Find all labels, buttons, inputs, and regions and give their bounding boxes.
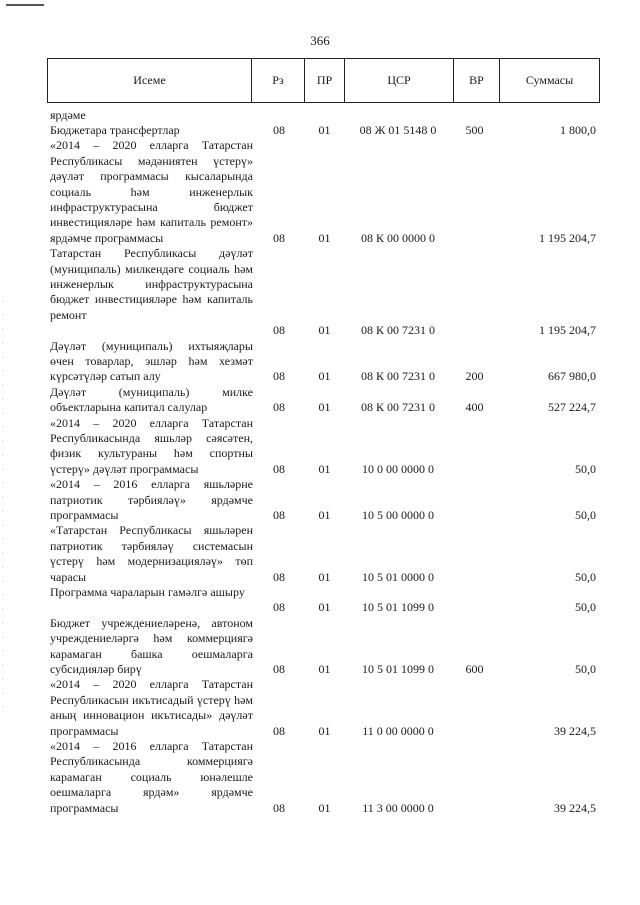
row-pr: 01: [318, 230, 331, 245]
row-csr: 10 5 00 0000 0: [362, 507, 434, 522]
row-name: «2014 – 2020 елларга Татарстан Республикасында яшьләр сәясәтен, физик культураны һәм спортны үстерү» дәүләт программасы: [50, 415, 253, 476]
row-rz: 08: [273, 507, 285, 522]
header-sum: Суммасы: [500, 59, 600, 103]
row-rz: 08: [273, 723, 285, 738]
row-name: Бюджетара трансфертлар: [50, 123, 180, 137]
table-row: [47, 246, 600, 338]
row-pr: 01: [318, 507, 331, 522]
row-rz: 08: [273, 600, 285, 615]
row-pr: 01: [318, 569, 331, 584]
row-rz: 08: [273, 461, 285, 476]
row-pr: 01: [318, 661, 331, 676]
row-sum: 50,0: [575, 507, 596, 522]
continuation-text: ярдәме: [50, 108, 86, 122]
row-name: «2014 – 2016 елларга Татарстан Республикасында коммерциягә карамаган социаль юнәлешле оешмаларга ярдәм» ярдәмче программасы: [50, 738, 253, 815]
row-sum: 1 800,0: [560, 122, 596, 137]
row-csr: 10 0 00 0000 0: [362, 461, 434, 476]
row-csr: 08 К 00 7231 0: [360, 369, 435, 384]
row-name: Татарстан Республикасы дәүләт (муниципаль) милкендәге социаль һәм инженерлык инфраструктурасына бюджет инвестицияләре һәм капиталь ремонт: [50, 246, 253, 322]
row-sum: 50,0: [575, 461, 596, 476]
header-vr: ВР: [454, 59, 500, 103]
row-csr: 11 0 00 0000 0: [362, 723, 434, 738]
row-csr: 11 3 00 0000 0: [362, 800, 434, 815]
row-name: Дәүләт (муниципаль) милке объектларына капитал салулар: [50, 384, 253, 415]
table-row: [47, 138, 600, 246]
row-sum: 50,0: [575, 600, 596, 615]
row-name: «2014 – 2020 елларга Татарстан Республикасын икътисадый үстерү һәм аның инновацион икътисады» дәүләт программасы: [50, 677, 253, 738]
table-row: [47, 523, 600, 585]
row-pr: 01: [318, 600, 331, 615]
row-sum: 39 224,5: [554, 723, 596, 738]
row-rz: 08: [273, 400, 285, 415]
row-sum: 1 195 204,7: [539, 230, 596, 245]
row-pr: 01: [318, 369, 331, 384]
row-pr: 01: [318, 461, 331, 476]
row-rz: 08: [273, 122, 285, 137]
row-name: Программа чараларын гамәлгә ашыру: [50, 584, 245, 599]
row-pr: 01: [318, 400, 331, 415]
row-name: «Татарстан Республикасы яшьләрен патриотик тәрбияләү системасын үстерү һәм модернизацияләү» төп чарасы: [50, 523, 253, 584]
row-sum: 527 224,7: [548, 400, 596, 415]
table-row: [47, 123, 600, 138]
row-pr: 01: [318, 323, 331, 338]
row-sum: 39 224,5: [554, 800, 596, 815]
header-pr: ПР: [305, 59, 345, 103]
row-sum: 50,0: [575, 661, 596, 676]
header-csr: ЦСР: [345, 59, 454, 103]
table-row: [47, 339, 600, 385]
table-row: [47, 585, 600, 616]
row-rz: 08: [273, 369, 285, 384]
row-rz: 08: [273, 230, 285, 245]
table-body: [47, 108, 600, 816]
row-name: Дәүләт (муниципаль) ихтыяҗлары өчен товарлар, эшләр һәм хезмәт күрсәтүләр сатып алу: [50, 338, 253, 384]
scan-edge-specks: [2, 300, 3, 720]
page-number: 366: [310, 33, 330, 48]
row-rz: 08: [273, 323, 285, 338]
table-row: [47, 616, 600, 678]
table-header: [47, 58, 600, 103]
row-rz: 08: [273, 661, 285, 676]
row-csr: 08 Ж 01 5148 0: [359, 122, 437, 137]
row-csr: 08 К 00 7231 0: [360, 323, 435, 338]
table-row: [47, 477, 600, 523]
row-pr: 01: [318, 122, 331, 137]
table-row: [47, 739, 600, 816]
row-vr: 500: [465, 122, 484, 137]
row-rz: 08: [273, 569, 285, 584]
table-row: [47, 677, 600, 739]
table-row: [47, 385, 600, 416]
row-vr: 600: [465, 661, 484, 676]
row-name: Бюджет учреждениеләренә, автоном учреждениеләргә һәм коммерциягә карамаган башка оешмаларга субсидияләр бирү: [50, 615, 253, 676]
row-vr: 200: [465, 369, 484, 384]
row-csr: 10 5 01 1099 0: [362, 600, 434, 615]
row-csr: 08 К 00 7231 0: [360, 400, 435, 415]
table-row: [47, 416, 600, 478]
header-name: Исеме: [48, 59, 252, 103]
row-name: «2014 – 2020 елларга Татарстан Республикасы мәдәниятен үстерү» дәүләт программасы кысаларында социаль һәм инженерлык инфраструктурасына бюджет инвестицияләре һәм капиталь ремонт» ярдәмче программасы: [50, 138, 253, 245]
row-pr: 01: [318, 800, 331, 815]
row-sum: 667 980,0: [548, 369, 596, 384]
row-pr: 01: [318, 723, 331, 738]
row-sum: 50,0: [575, 569, 596, 584]
row-csr: 10 5 01 1099 0: [362, 661, 434, 676]
row-sum: 1 195 204,7: [539, 323, 596, 338]
row-csr: 10 5 01 0000 0: [362, 569, 434, 584]
scan-artifact-mark: [6, 4, 44, 6]
row-vr: 400: [465, 400, 484, 415]
row-csr: 08 К 00 0000 0: [360, 230, 435, 245]
row-rz: 08: [273, 800, 285, 815]
row-name: «2014 – 2016 елларга яшьләрне патриотик тәрбияләү» ярдәмче программасы: [50, 477, 253, 522]
header-rz: Рз: [252, 59, 305, 103]
